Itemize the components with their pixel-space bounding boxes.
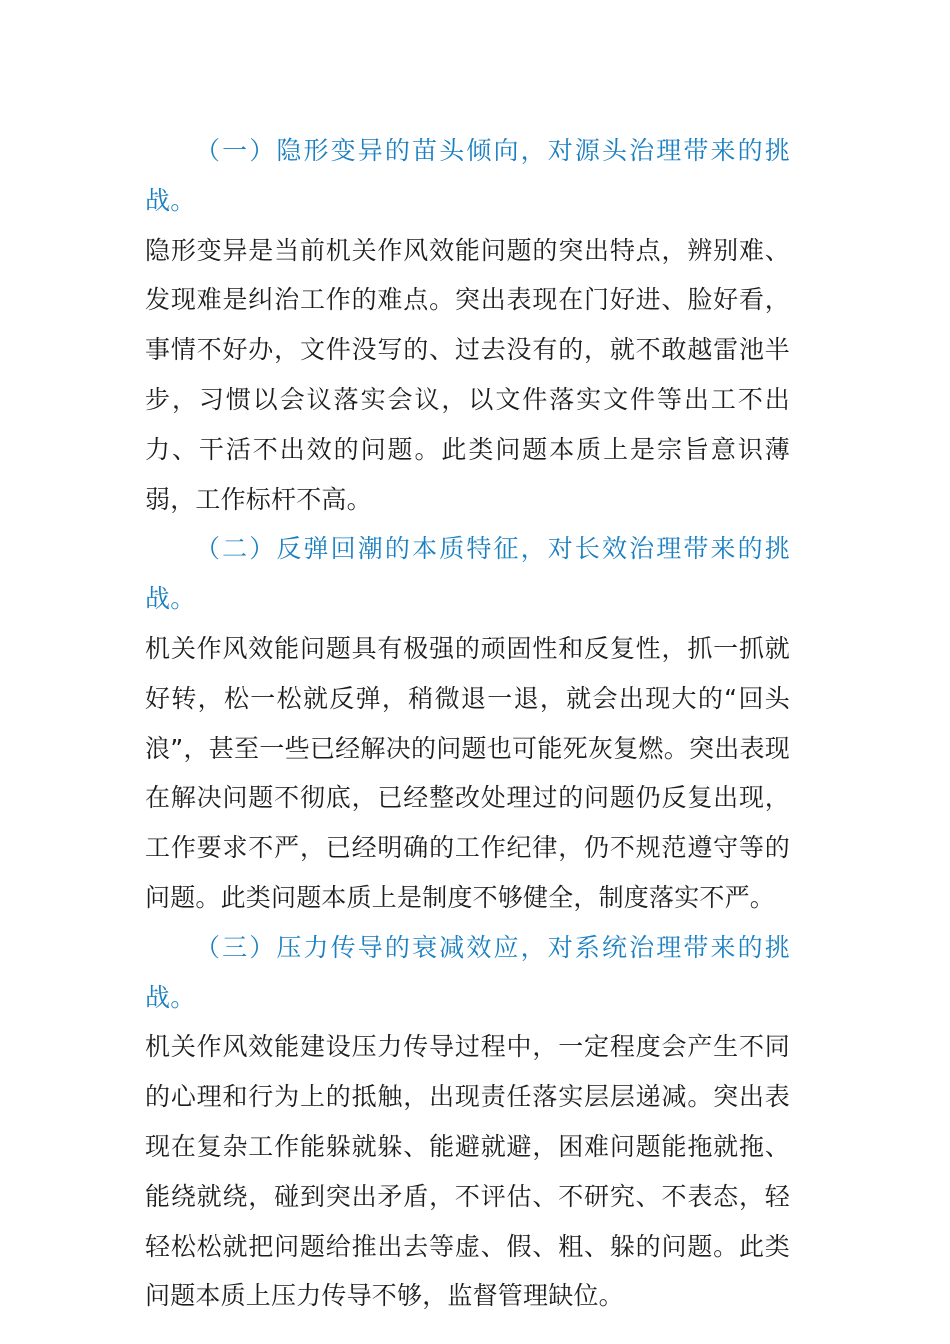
document-body (145, 126, 790, 1321)
section-1-heading: （一）隐形变异的苗头倾向，对源头治理带来的挑战。 (145, 136, 790, 215)
section-2-heading: （二）反弹回潮的本质特征，对长效治理带来的挑战。 (145, 534, 790, 614)
section-3-body: 机关作风效能建设压力传导过程中，一定程度会产生不同的心理和行为上的抵触，出现责任落实层层递减。突出表现在复杂工作能躲就躲、能避就避，困难问题能拖就拖、能绕就绕，碰到突出矛盾，不评估、不研究、不表态，轻轻松松就把问题给推出去等虚、假、粗、躲的问题。此类问题本质上压力传导不够，监督管理缺位。 (145, 1032, 790, 1311)
section-3-heading: （三）压力传导的衰减效应，对系统治理带来的挑战。 (145, 932, 790, 1012)
section-1-body: 隐形变异是当前机关作风效能问题的突出特点，辨别难、发现难是纠治工作的难点。突出表现在门好进、脸好看，事情不好办，文件没写的、过去没有的，就不敢越雷池半步，习惯以会议落实会议，以文件落实文件等出工不出力、干活不出效的问题。此类问题本质上是宗旨意识薄弱，工作标杆不高。 (145, 235, 790, 514)
section-2-body: 机关作风效能问题具有极强的顽固性和反复性，抓一抓就好转，松一松就反弹，稍微退一退，就会出现大的“回头浪”，甚至一些已经解决的问题也可能死灰复燃。突出表现在解决问题不彻底，已经整改处理过的问题仍反复出现，工作要求不严，已经明确的工作纪律，仍不规范遵守等的问题。此类问题本质上是制度不够健全，制度落实不严。 (145, 633, 790, 912)
